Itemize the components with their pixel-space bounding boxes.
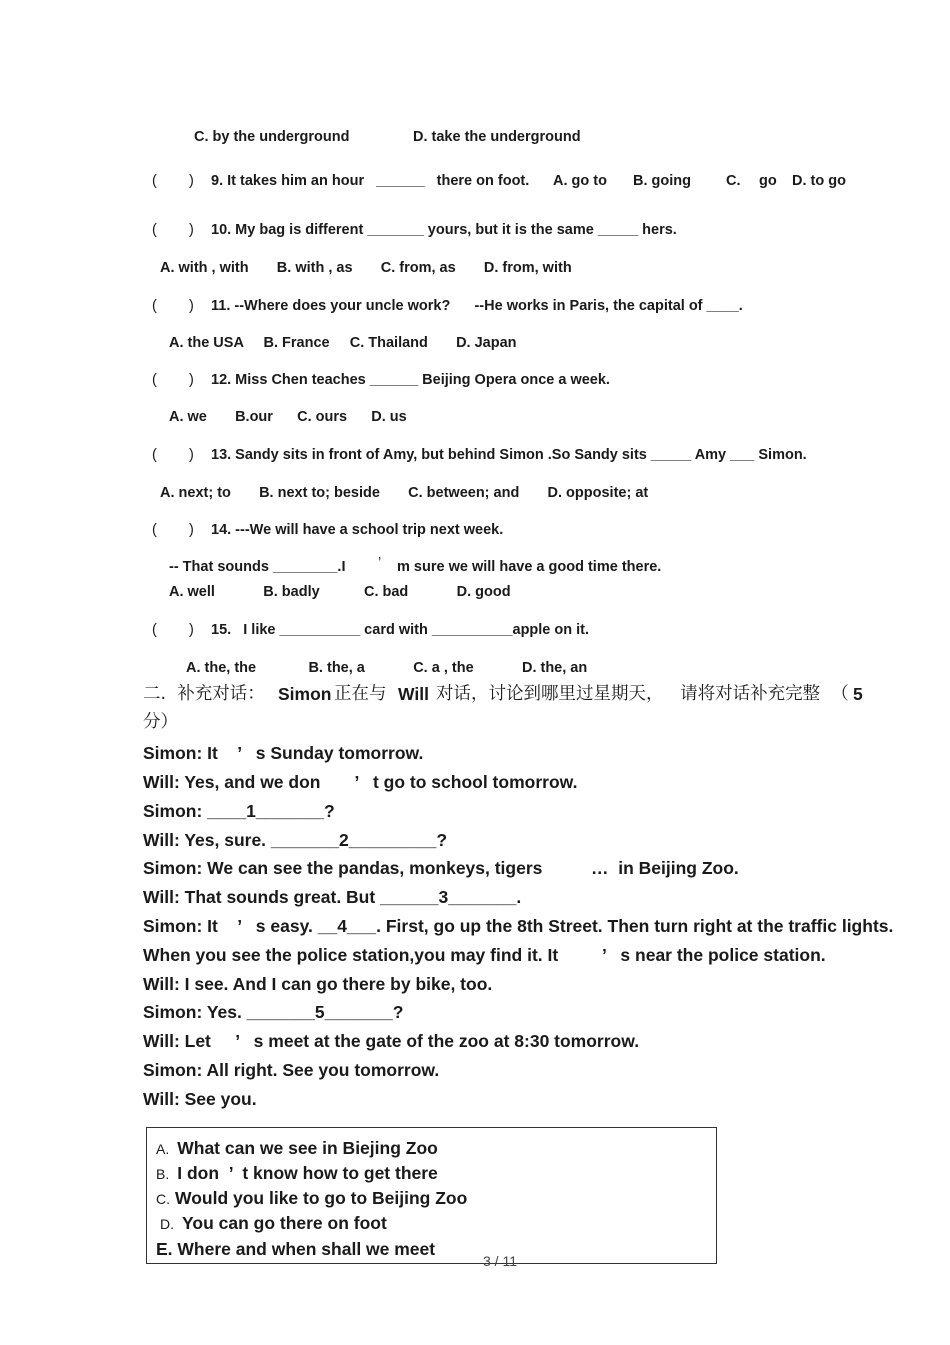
option-b-text: I don ’ t know how to get there <box>177 1163 438 1183</box>
q9-stem: 9. It takes him an hour ______ there on foot. <box>211 173 530 189</box>
q14-reply-start: -- That sounds ________.I <box>169 559 346 575</box>
page-number: 3 / 11 <box>483 1253 517 1269</box>
q10-options: A. with , with B. with , as C. from, as D. from, with <box>160 260 572 276</box>
section2-heading-with: 正在与 <box>334 684 387 704</box>
q8-option-c: C. by the underground <box>194 129 350 145</box>
q10-answer-blank: ( ) <box>152 222 194 238</box>
dialogue-line-9: Will: I see. And I can go there by bike, too. <box>143 974 493 994</box>
dialogue-line-3: Simon: ____1_______? <box>143 801 335 821</box>
q13-answer-blank: ( ) <box>152 447 194 463</box>
q9-option-b: B. going <box>633 173 691 189</box>
section2-heading-prefix: 二. 补充对话： <box>143 684 265 704</box>
option-c-letter: C. <box>156 1191 170 1207</box>
option-e <box>156 1238 435 1260</box>
dialogue-line-5: Simon: We can see the pandas, monkeys, tigers … in Beijing Zoo. <box>143 858 739 878</box>
q9-answer-blank: ( ) <box>152 173 194 189</box>
option-d <box>160 1212 387 1235</box>
option-c-text: Would you like to go to Beijing Zoo <box>175 1188 468 1208</box>
dialogue-line-12: Simon: All right. See you tomorrow. <box>143 1060 440 1080</box>
section2-heading-points: 5 <box>853 684 863 704</box>
section2-heading-unit: 分） <box>143 712 178 732</box>
q10-stem: 10. My bag is different _______ yours, but it is the same _____ hers. <box>211 222 677 238</box>
option-b <box>156 1162 438 1185</box>
dialogue-line-8: When you see the police station,you may find it. It ’ s near the police station. <box>143 945 826 965</box>
option-d-text: You can go there on foot <box>182 1213 387 1233</box>
q14-answer-blank: ( ) <box>152 522 194 538</box>
q11-answer-blank: ( ) <box>152 298 194 314</box>
q9-option-c-text: go <box>759 173 777 189</box>
section2-heading-simon: Simon <box>278 684 332 704</box>
option-a-text: What can we see in Biejing Zoo <box>177 1138 438 1158</box>
q12-stem: 12. Miss Chen teaches ______ Beijing Opera once a week. <box>211 372 610 388</box>
option-b-letter: B. <box>156 1166 170 1182</box>
q12-answer-blank: ( ) <box>152 372 194 388</box>
dialogue-line-1: Simon: It ’ s Sunday tomorrow. <box>143 743 424 763</box>
q9-option-c-letter: C. <box>726 173 741 189</box>
q15-answer-blank: ( ) <box>152 622 194 638</box>
q11-options: A. the USA B. France C. Thailand D. Japan <box>169 335 517 351</box>
q9-option-d: D. to go <box>792 173 846 189</box>
section2-heading-will: Will <box>398 684 429 704</box>
q11-stem: 11. --Where does your uncle work? --He works in Paris, the capital of ____. <box>211 298 743 314</box>
option-c <box>156 1187 467 1210</box>
q15-options: A. the, the B. the, a C. a , the D. the, an <box>186 660 588 676</box>
q14-apostrophe: ’ <box>378 555 382 571</box>
q14-reply-end: m sure we will have a good time there. <box>397 559 662 575</box>
dialogue-line-4: Will: Yes, sure. _______2_________? <box>143 830 448 850</box>
dialogue-line-13: Will: See you. <box>143 1089 257 1109</box>
section2-heading-instructions: 对话，讨论到哪里过星期天， 请将对话补充完整 （ <box>436 684 849 704</box>
dialogue-line-10: Simon: Yes. _______5_______? <box>143 1002 404 1022</box>
option-d-letter: D. <box>160 1216 174 1232</box>
dialogue-line-11: Will: Let ’ s meet at the gate of the zoo at 8:30 tomorrow. <box>143 1031 640 1051</box>
q14-stem: 14. ---We will have a school trip next week. <box>211 522 504 538</box>
q8-option-d: D. take the underground <box>413 129 581 145</box>
q14-options: A. well B. badly C. bad D. good <box>169 584 511 600</box>
q12-options: A. we B.our C. ours D. us <box>169 409 407 425</box>
dialogue-line-7: Simon: It ’ s easy. __4___. First, go up the 8th Street. Then turn right at the traffic lights. <box>143 916 894 936</box>
q15-stem: 15. I like __________ card with __________apple on it. <box>211 622 590 638</box>
option-a-letter: A. <box>156 1141 170 1157</box>
dialogue-line-6: Will: That sounds great. But ______3_______. <box>143 887 522 907</box>
answer-options-box <box>146 1127 717 1264</box>
q13-stem: 13. Sandy sits in front of Amy, but behind Simon .So Sandy sits _____ Amy ___ Simon. <box>211 447 807 463</box>
option-e-text: E. Where and when shall we meet <box>156 1239 436 1259</box>
dialogue-line-2: Will: Yes, and we don ’ t go to school tomorrow. <box>143 772 578 792</box>
option-a <box>156 1137 438 1160</box>
q9-option-a: A. go to <box>553 173 607 189</box>
q13-options: A. next; to B. next to; beside C. between; and D. opposite; at <box>160 485 649 501</box>
